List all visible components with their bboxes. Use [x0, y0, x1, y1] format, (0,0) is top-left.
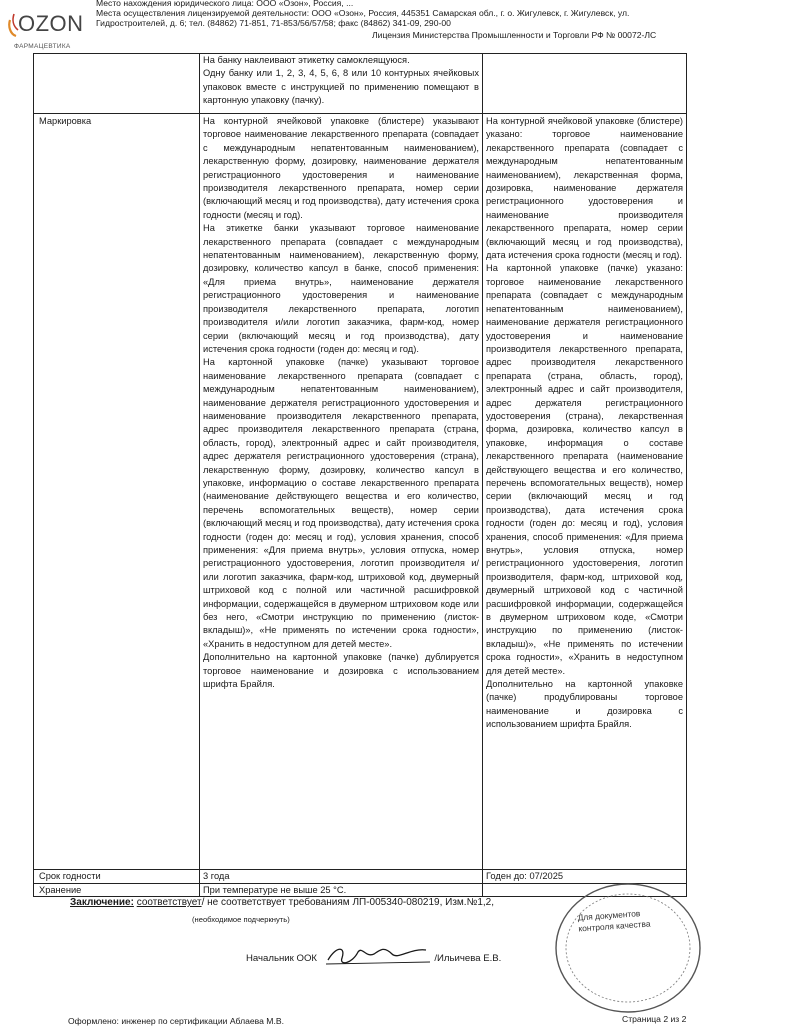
spec-table — [33, 53, 687, 897]
marking-label: Маркировка — [39, 116, 92, 126]
handwritten-signature — [322, 940, 432, 970]
table-row-marking — [33, 113, 687, 870]
logo-subtitle: ФАРМАЦЕВТИКА — [14, 43, 71, 50]
conclusion-match: соответствует — [136, 897, 202, 908]
shelf-life-requirement: 3 года — [203, 871, 230, 881]
marking-req-braille: Дополнительно на картонной упаковке (пачке) дублируется торговое наименование и дозировка с использованием шрифта Брайля. — [203, 652, 479, 690]
ozon-logo — [6, 6, 90, 52]
logo-name: OZON — [18, 11, 84, 36]
marking-req-jar: На этикетке банки указывают торговое наименование лекарственного препарата (совпадает с международным непатентованным наименованием), лекарственную форму, дозировку, количество капсул в банке, способ применения: «Для приема внутрь», наименование держателя регистрационного удостоверения и наименование производителя лекарственного препарата, логотип производителя и/или логотип заказчика, фарм-код, номер серии (включающий месяц и год производства), дату истечения срока годности (годен до: месяц и год). — [203, 223, 479, 354]
marking-req-blister: На контурной ячейковой упаковке (блистере) указывают торговое наименование лекарственного препарата (совпадает с международным непатентованным наименованием), лекарственную форму, дозировку, наименование держателя регистрационного удостоверения и наименование производителя лекарственного препарата, номер серии (включающий месяц и год производства), дату истечения срока годности (месяц и год). — [203, 116, 479, 220]
marking-result-cell — [483, 115, 686, 732]
head-name: /Ильичева Е.В. — [434, 953, 502, 964]
conclusion-label: Заключение: — [70, 897, 134, 908]
header-license: Лицензия Министерства Промышленности и Торговли РФ № 00072-ЛС — [372, 30, 657, 40]
conclusion-rest: / не соответствует требованиям ЛП-005340-080219, Изм.№1,2, — [201, 897, 494, 908]
header-licensed-address: Места осуществления лицензируемой деятельности: ООО «Озон», Россия, 445351 Самарская обл., г. о. Жигулевск, г. Жигулевск, ул. — [96, 8, 630, 18]
header-legal-address: Место нахождения юридического лица: ООО «Озон», Россия, ... — [96, 0, 354, 8]
marking-res-blister: На контурной ячейковой упаковке (блистере) указано: торговое наименование лекарственного препарата (совпадает с международным непатентованным наименованием), лекарственная форма, дозировка, наименование держателя регистрационного удостоверения и наименование производителя лекарственного препарата, номер серии (включающий месяц и год производства), дата истечения срока годности (месяц и год). — [486, 116, 683, 261]
marking-req-carton: На картонной упаковке (пачке) указывают торговое наименование лекарственного препарата (совпадает с международным непатентованным наименованием), наименование держателя регистрационного удостоверения и наименование производителя лекарственного препарата, адрес производителя лекарственного препарата (страна, область, город), электронный адрес и сайт производителя, адрес держателя регистрационного удостоверения (страна), лекарственную форму, дозировку, количество капсул в упаковке, информацию о составе лекарственного препарата (наименование действующего вещества и его количество, перечень вспомогательных веществ), номер серии (включающий месяц и год производства), дату истечения срока годности (годен до: месяц и год), условия хранения, способ применения: «Для приема внутрь», условия отпуска, номер регистрационного удостоверения, логотип производителя и/или логотип заказчика, фарм-код, штриховой код, двумерный штриховой код с полной или частичной расшифровкой информации, содержащейся в двумерном штриховом коде или без него, «Смотри инструкцию по применению (листок-вкладыш)», «Не применять по истечении срока годности», «Хранить в недоступном для детей месте». — [203, 357, 479, 649]
shelf-life-result: Годен до: 07/2025 — [486, 871, 564, 881]
stamp-line-2: контроля качества — [578, 918, 651, 934]
quality-control-stamp — [548, 872, 706, 1022]
marking-requirement-cell — [200, 115, 482, 691]
shelf-life-label: Срок годности — [39, 871, 101, 881]
packaging-requirement-cell — [200, 54, 482, 108]
document-header — [0, 0, 791, 56]
storage-label: Хранение — [39, 885, 82, 895]
head-position: Начальник ООК — [246, 953, 318, 964]
packaging-line-2: Одну банку или 1, 2, 3, 4, 5, 6, 8 или 10 контурных ячейковых упаковок вместе с инструкцией по применению помещают в картонную упаковку (пачку). — [203, 68, 479, 106]
storage-requirement: При температуре не выше 25 °С. — [203, 885, 347, 895]
marking-res-carton: На картонной упаковке (пачке) указано: торговое наименование лекарственного препарата (совпадает с международным непатентованным наименованием), наименование держателя регистрационного удостоверения и наименование производителя лекарственного препарата, адрес производителя лекарственного препарата (страна, область, город), электронный адрес и сайт производителя, адрес держателя регистрационного удостоверения (страна), лекарственная форма, дозировка, количество капсул в упаковке, информация о составе лекарственного препарата (наименование действующего вещества и его количество, перечень вспомогательных веществ), номер серии (включающий месяц и год производства), дата истечения срока годности (годен до: месяц и год), условия хранения, способ применения: «Для приема внутрь», условия отпуска, номер регистрационного удостоверения, логотип производителя, фарм-код, штриховой код, двумерный штриховой код с частичной расшифровкой информации, содержащейся в двумерном штриховом коде, «Смотри инструкцию по применению (листок-вкладыш)», «Не применять по истечении срока годности», «Хранить в недоступном для детей месте». — [486, 263, 683, 676]
table-row-packaging — [33, 53, 687, 114]
prepared-by: Оформлено: инженер по сертификации Аблаева М.В. — [68, 1016, 284, 1026]
header-contacts: Гидростроителей, д. 6; тел. (84862) 71-851, 71-853/56/57/58; факс (84862) 341-09, 290-00 — [96, 18, 451, 28]
conclusion-line — [70, 896, 494, 910]
packaging-line-1: На банку наклеивают этикетку самоклеящуюся. — [203, 55, 410, 65]
page-number: Страница 2 из 2 — [622, 1014, 687, 1024]
conclusion-note: (необходимое подчеркнуть) — [192, 915, 290, 924]
stamp-line-1: Для документов — [577, 908, 641, 923]
marking-res-braille: Дополнительно на картонной упаковке (пачке) продублированы торговое наименование и дозировка с использованием шрифта Брайля. — [486, 679, 683, 730]
